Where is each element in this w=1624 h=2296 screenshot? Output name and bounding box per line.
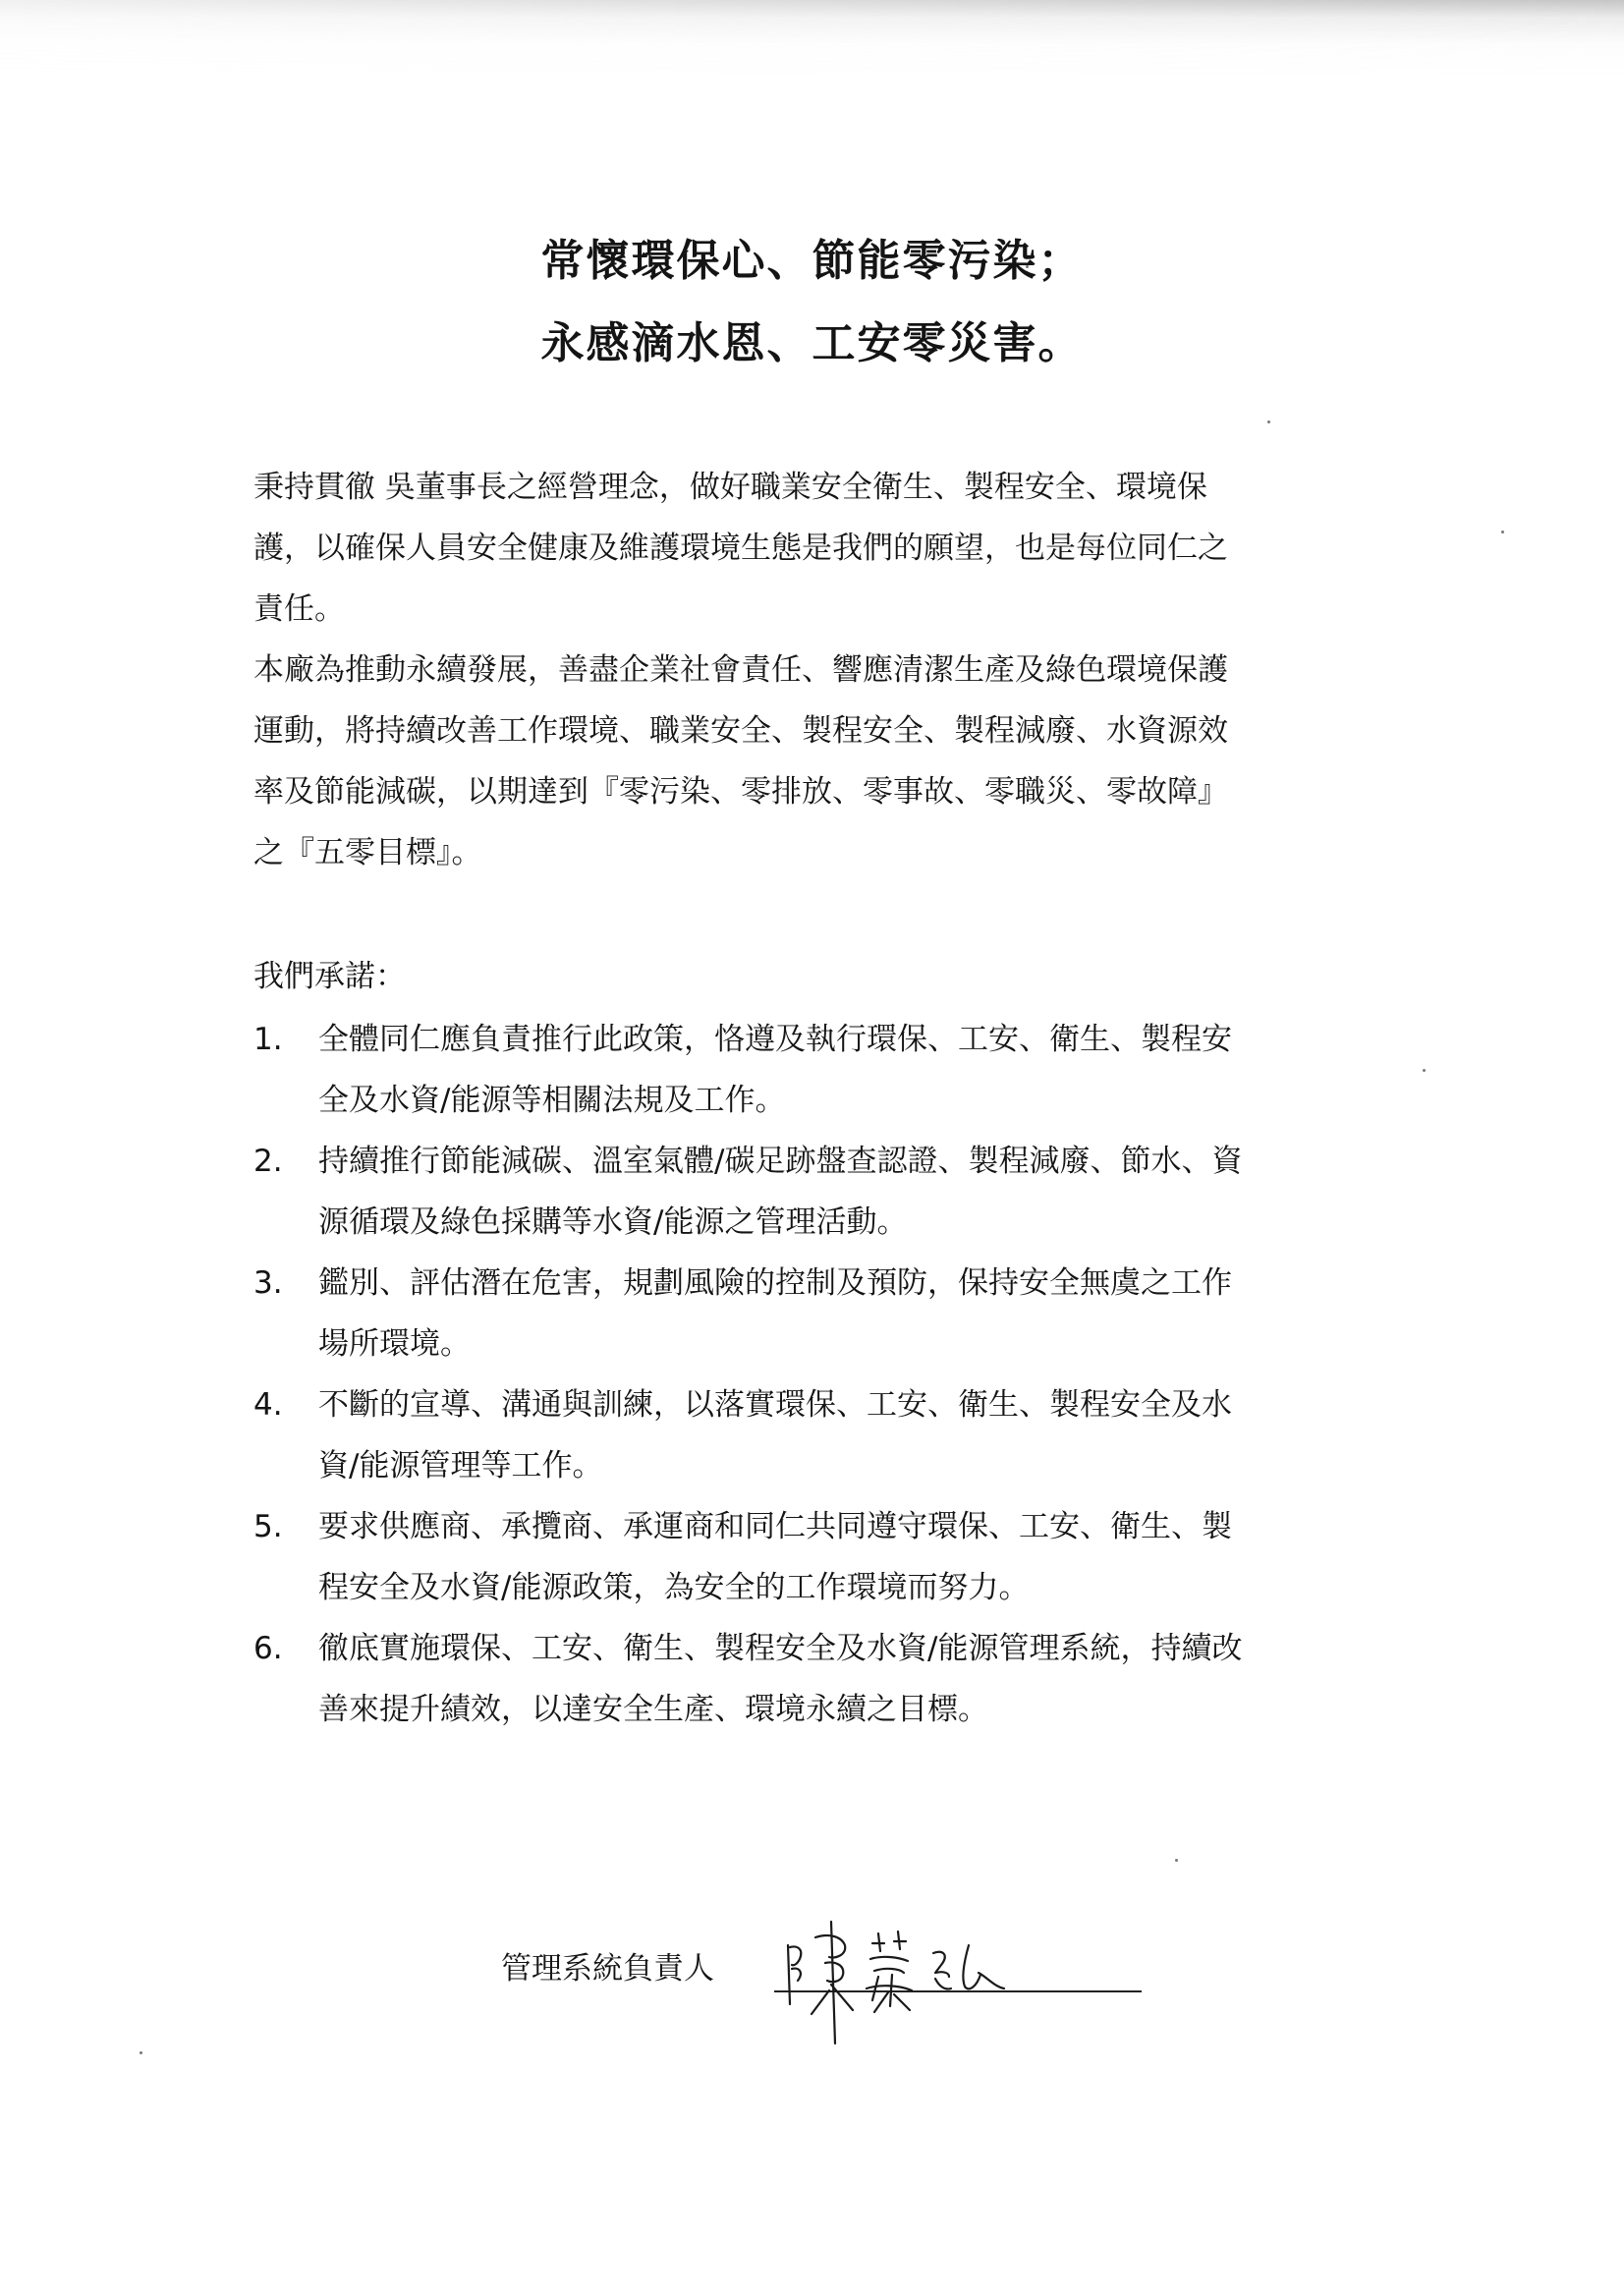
item-text-line: 資/能源管理等工作。 — [318, 1448, 603, 1484]
item-number: 3. — [253, 1265, 283, 1301]
scan-speck — [1175, 1859, 1178, 1862]
scan-speck — [1501, 531, 1504, 533]
text-line: 護，以確保人員安全健康及維護環境生態是我們的願望，也是每位同仁之 — [253, 531, 1228, 566]
item-text-line: 不斷的宣導、溝通與訓練，以落實環保、工安、衛生、製程安全及水 — [318, 1387, 1232, 1423]
item-number: 5. — [253, 1509, 283, 1544]
item-number: 4. — [253, 1387, 283, 1423]
commitments-heading: 我們承諾： — [253, 959, 406, 994]
item-number: 2. — [253, 1144, 283, 1179]
item-text-line: 程安全及水資/能源政策，為安全的工作環境而努力。 — [318, 1570, 1030, 1605]
signature-label: 管理系統負責人 — [501, 1951, 714, 1987]
scan-speck — [1423, 1069, 1426, 1072]
item-number: 6. — [253, 1631, 283, 1666]
item-number: 1. — [253, 1022, 283, 1057]
scan-speck — [1267, 420, 1270, 423]
item-text-line: 善來提升績效，以達安全生產、環境永續之目標。 — [318, 1692, 988, 1727]
item-text-line: 持續推行節能減碳、溫室氣體/碳足跡盤查認證、製程減廢、節水、資 — [318, 1144, 1243, 1179]
item-text-line: 全及水資/能源等相關法規及工作。 — [318, 1083, 786, 1118]
policy-title-line-2: 永感滴水恩、工安零災害。 — [540, 318, 1084, 368]
scan-shadow — [0, 0, 1624, 79]
text-line: 之『五零目標』。 — [253, 835, 482, 870]
text-line: 運動，將持續改善工作環境、職業安全、製程安全、製程減廢、水資源效 — [253, 713, 1228, 749]
text-line: 秉持貫徹 吳董事長之經營理念，做好職業安全衛生、製程安全、環境保 — [253, 470, 1207, 505]
item-text-line: 徹底實施環保、工安、衛生、製程安全及水資/能源管理系統，持續改 — [318, 1631, 1243, 1666]
text-line: 率及節能減碳，以期達到『零污染、零排放、零事故、零職災、零故障』 — [253, 774, 1228, 810]
text-line: 本廠為推動永續發展，善盡企業社會責任、響應清潔生產及綠色環境保護 — [253, 652, 1228, 688]
item-text-line: 鑑別、評估潛在危害，規劃風險的控制及預防，保持安全無虞之工作 — [318, 1265, 1232, 1301]
handwritten-signature — [776, 1916, 1032, 2053]
scan-speck — [140, 2051, 142, 2054]
policy-title-line-1: 常懷環保心、節能零污染； — [540, 236, 1084, 286]
item-text-line: 場所環境。 — [318, 1326, 471, 1362]
text-line: 責任。 — [253, 591, 345, 627]
item-text-line: 源循環及綠色採購等水資/能源之管理活動。 — [318, 1204, 908, 1240]
item-text-line: 要求供應商、承攬商、承運商和同仁共同遵守環保、工安、衛生、製 — [318, 1509, 1232, 1544]
item-text-line: 全體同仁應負責推行此政策，恪遵及執行環保、工安、衛生、製程安 — [318, 1022, 1232, 1057]
